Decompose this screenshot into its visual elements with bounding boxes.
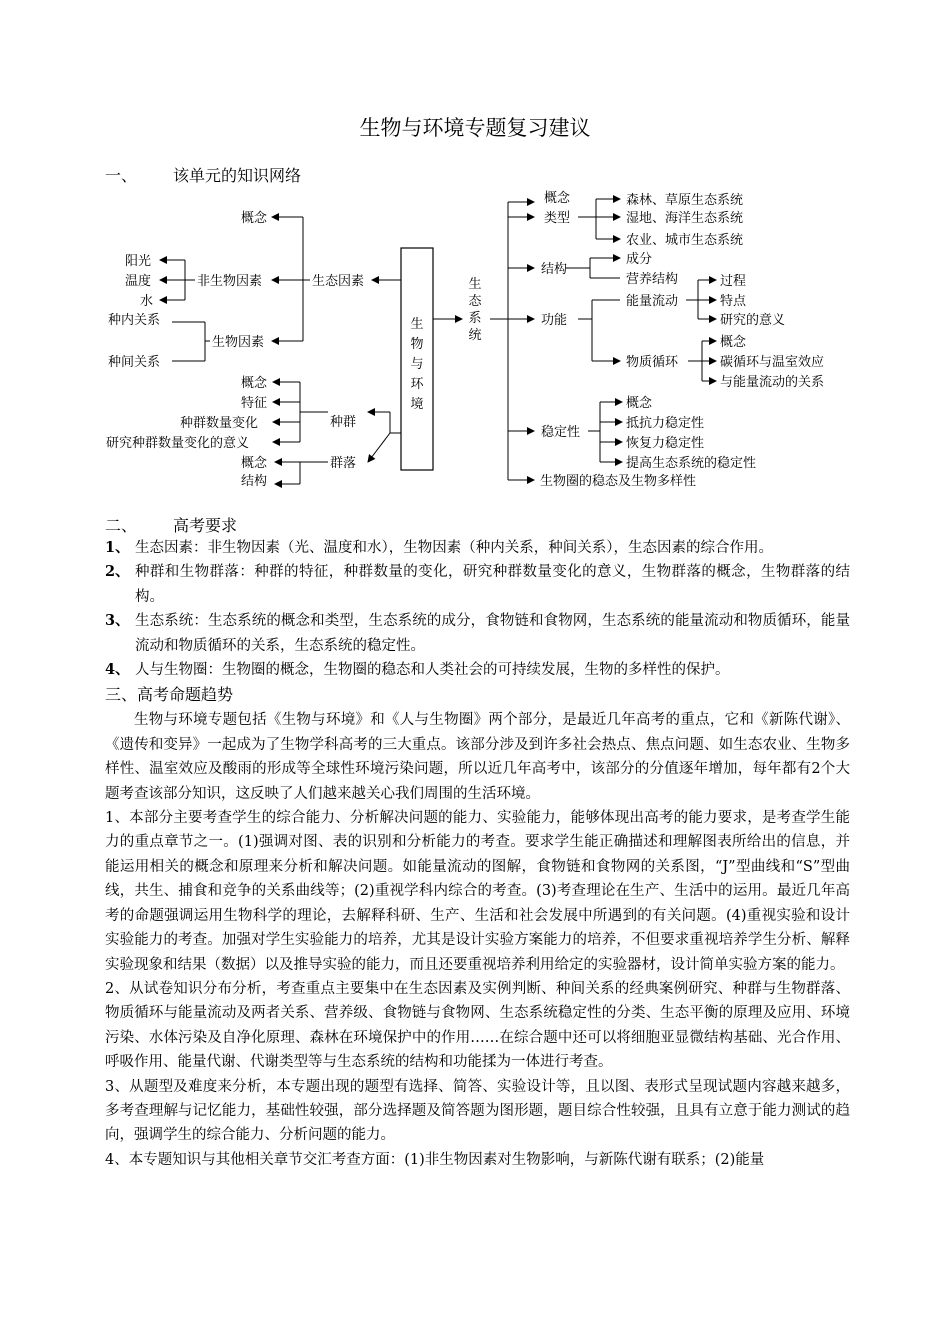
node-light: 阳光	[125, 254, 152, 269]
paragraph: 2、从试卷知识分布分析，考查重点主要集中在生态因素及实例判断、种间关系的经典案例研究、种群与生物群落、物质循环与能量流动及两者关系、营养级、食物链与食物网、生态系统稳定性的分类、生态平衡的原理及应用、环境污染、水体污染及自净化原理、森林在环境保护中的作用……在综合题中还可以将细胞亚显微结构基础、光合作用、呼吸作用、能量代谢、代谢类型等与生态系统的结构和功能揉为一体进行考查。	[105, 980, 850, 1071]
eco-char: 系	[468, 311, 482, 326]
section-number: 二、	[105, 516, 138, 535]
paragraph: 生物与环境专题包括《生物与环境》和《人与生物圈》两个部分，是最近几年高考的重点，它和《新陈代谢》、《遗传和变异》一起成为了生物学科高考的三大重点。该部分涉及到许多社会热点、焦点问题、如生态农业、生物多样性、温室效应及酸雨的形成等全球性环境污染问题，所以近几年高考中，该部分的分值逐年增加，每年都有2个大题考查该部分知识，这反映了人们越来越关心我们周围的生活环境。	[105, 712, 850, 802]
center-char: 境	[410, 397, 424, 412]
node-comm-struct: 结构	[241, 474, 268, 489]
node-abiotic: 非生物因素	[197, 274, 263, 289]
node-wetland: 湿地、海洋生态系统	[626, 211, 744, 226]
node-water: 水	[140, 294, 154, 309]
node-cycle: 物质循环	[626, 355, 679, 370]
node-intra: 种内关系	[108, 313, 161, 328]
node-carbon: 碳循环与温室效应	[720, 355, 825, 370]
node-comm: 群落	[330, 456, 357, 471]
node-inter: 种间关系	[108, 355, 161, 370]
node-pop: 种群	[330, 415, 357, 430]
node-pop-meaning: 研究种群数量变化的意义	[106, 436, 250, 451]
section-heading-trends: 三、高考命题趋势	[105, 685, 234, 705]
paragraph: 1、本部分主要考查学生的综合能力、分析解决问题的能力、实验能力，能够体现出高考的能力要求，是考查学生能力的重点章节之一。(1)强调对图、表的识别和分析能力的考查。要求学生能正确描述和理解图表所给出的信息，并能运用相关的概念和原理来分析和解决问题。如能量流动的图解，食物链和食物网的关系图，“J”型曲线和“S”型曲线，共生、捕食和竞争的关系曲线等；(2)重视学科内综合的考查。(3)考查理论在生产、生活中的运用。最近几年高考的命题强调运用生物科学的理论，去解释科研、生产、生活和社会发展中所遇到的有关问题。(4)重视实验和设计实验能力的考查。加强对学生实验能力的培养，尤其是设计实验方案能力的培养，不但要求重视培养学生分析、解释实验现象和结果（数据）以及推导实验的能力，而且还要重视培养利用给定的实验器材，设计简单实验方案的能力。	[105, 810, 850, 973]
page-title: 生物与环境专题复习建议	[359, 116, 591, 140]
node-eco-concept: 概念	[544, 191, 571, 206]
node-temp: 温度	[125, 274, 152, 289]
eco-char: 态	[468, 294, 482, 309]
node-meaning: 研究的意义	[720, 313, 786, 328]
node-struct: 结构	[541, 262, 568, 277]
section-label: 高考要求	[173, 516, 238, 535]
center-char: 环	[410, 377, 424, 392]
knowledge-network-diagram	[0, 180, 950, 510]
node-trophic: 营养结构	[626, 272, 679, 287]
node-resist: 抵抗力稳定性	[626, 416, 705, 431]
node-biotic: 生物因素	[212, 335, 265, 350]
node-comm-concept: 概念	[241, 456, 268, 471]
node-pop-concept: 概念	[241, 376, 268, 391]
node-pop-feature: 特征	[241, 396, 268, 411]
eco-char: 生	[468, 277, 482, 292]
section-heading-requirements	[105, 513, 237, 536]
node-type: 类型	[544, 211, 571, 226]
node-improve: 提高生态系统的稳定性	[626, 456, 757, 471]
node-biosphere: 生物圈的稳态及生物多样性	[540, 474, 697, 489]
center-char: 生	[410, 317, 424, 332]
center-char: 物	[410, 337, 424, 352]
section-label: 该单元的知识网络	[173, 166, 302, 185]
node-pop-change: 种群数量变化	[180, 416, 259, 431]
node-stability: 稳定性	[541, 425, 581, 440]
section-number: 一、	[105, 166, 138, 185]
node-relation: 与能量流动的关系	[720, 375, 825, 390]
node-recover: 恢复力稳定性	[626, 436, 705, 451]
node-energy: 能量流动	[626, 294, 679, 309]
eco-char: 统	[468, 328, 482, 343]
node-st-concept: 概念	[626, 396, 653, 411]
node-forest: 森林、草原生态系统	[626, 193, 744, 208]
list-item: 1、 生态因素：非生物因素（光、温度和水），生物因素（种内关系，种间关系），生态因素的综合作用。	[105, 539, 773, 556]
node-process: 过程	[720, 274, 747, 289]
paragraph: 4、本专题知识与其他相关章节交汇考查方面：(1)非生物因素对生物影响，与新陈代谢有联系；(2)能量	[105, 1151, 765, 1168]
node-feature: 特点	[720, 294, 747, 309]
paragraph: 3、从题型及难度来分析，本专题出现的题型有选择、简答、实验设计等，且以图、表形式呈现试题内容越来越多，多考查理解与记忆能力，基础性较强，部分选择题及简答题为图形题，题目综合性较强，且具有立意于能力测试的趋向，强调学生的综合能力、分析问题的能力。	[105, 1078, 850, 1144]
list-item: 4、 人与生物圈：生物圈的概念，生物圈的稳态和人类社会的可持续发展，生物的多样性的保护。	[105, 661, 730, 679]
node-component: 成分	[626, 252, 653, 267]
requirements-list	[105, 536, 850, 1172]
node-function: 功能	[541, 313, 568, 328]
list-item: 3、 生态系统：生态系统的概念和类型，生态系统的成分，食物链和食物网，生态系统的能量流动和物质循环，能量流动和物质循环的关系，生态系统的稳定性。	[105, 612, 850, 654]
node-cycle-concept: 概念	[720, 335, 747, 350]
node-concept: 概念	[241, 211, 268, 226]
center-char: 与	[410, 357, 424, 372]
node-ecofactor: 生态因素	[312, 274, 365, 289]
node-farm: 农业、城市生态系统	[626, 233, 744, 248]
list-item: 2、 种群和生物群落：种群的特征，种群数量的变化，研究种群数量变化的意义，生物群落的概念，生物群落的结构。	[105, 563, 850, 605]
